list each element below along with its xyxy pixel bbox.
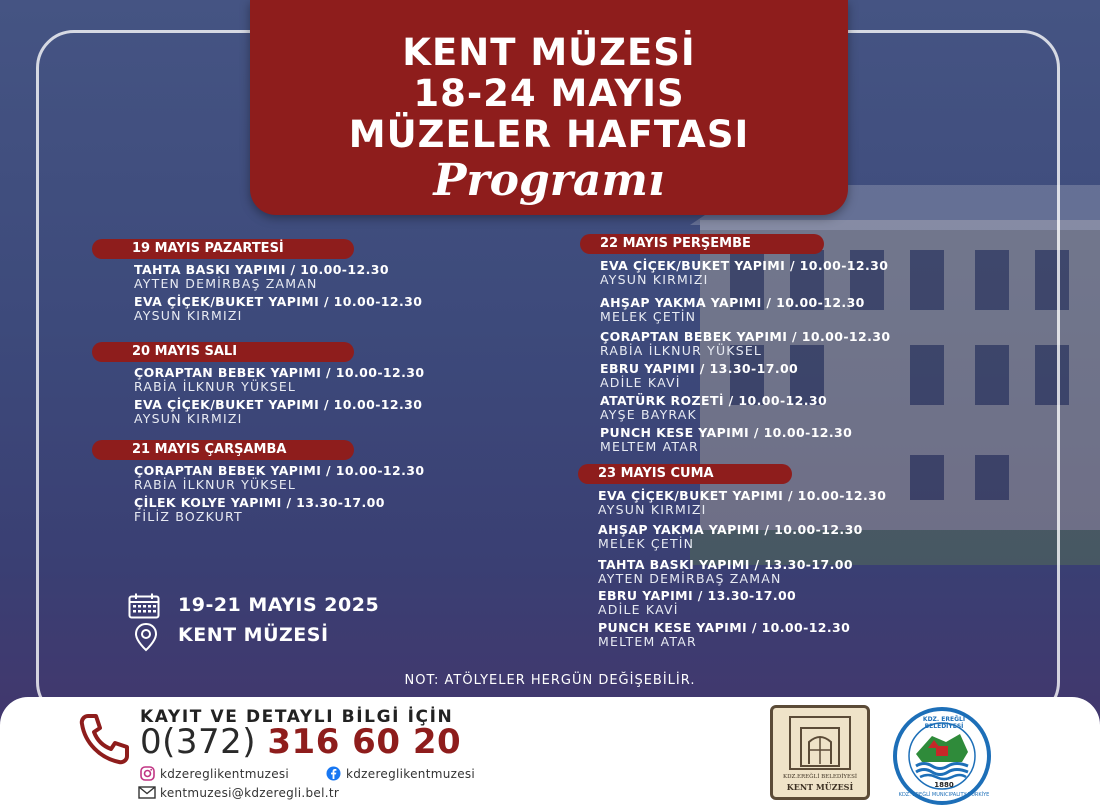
phone-prefix: 0(372) xyxy=(140,722,257,762)
activity-item xyxy=(598,621,850,649)
activity-instructor: AYSUN KIRMIZI xyxy=(134,308,243,323)
day-header-19: 19 MAYIS PAZARTESİ xyxy=(92,239,354,259)
activity-item xyxy=(600,394,827,422)
activity-name: EVA ÇİÇEK/BUKET YAPIMI / 10.00-12.30 xyxy=(134,294,423,309)
title-line-1: KENT MÜZESİ xyxy=(402,31,696,74)
day-header-21: 21 MAYIS ÇARŞAMBA xyxy=(92,440,354,460)
title-line-2: 18-24 MAYIS xyxy=(413,72,685,115)
activity-name: AHŞAP YAKMA YAPIMI / 10.00-12.30 xyxy=(598,522,863,537)
location-pin-icon xyxy=(134,622,158,652)
activity-item xyxy=(598,523,863,551)
activity-name: EBRU YAPIMI / 13.30-17.00 xyxy=(598,588,797,603)
activity-item xyxy=(134,398,422,426)
activity-instructor: MELTEM ATAR xyxy=(600,439,699,454)
activity-name: PUNCH KESE YAPIMI / 10.00-12.30 xyxy=(600,425,853,440)
title-line-3: MÜZELER HAFTASI xyxy=(348,113,750,156)
activity-item xyxy=(134,295,422,323)
day-header-23: 23 MAYIS CUMA xyxy=(578,464,792,484)
activity-item xyxy=(134,263,389,291)
activity-name: ÇORAPTAN BEBEK YAPIMI / 10.00-12.30 xyxy=(600,329,891,344)
activity-name: TAHTA BASKI YAPIMI / 10.00-12.30 xyxy=(134,262,389,277)
activity-instructor: MELTEM ATAR xyxy=(598,634,697,649)
kent-muzesi-logo xyxy=(770,705,870,800)
logo2-title: KDZ. EREĞLİ BELEDİYESİ xyxy=(922,716,966,730)
phone-main: 316 60 20 xyxy=(267,722,462,762)
activity-name: AHŞAP YAKMA YAPIMI / 10.00-12.30 xyxy=(600,295,865,310)
activity-item xyxy=(600,296,865,324)
activity-instructor: MELEK ÇETİN xyxy=(600,309,697,324)
activity-name: ATATÜRK ROZETİ / 10.00-12.30 xyxy=(600,393,828,408)
activity-instructor: AYŞE BAYRAK xyxy=(600,407,697,422)
event-date: 19-21 MAYIS 2025 xyxy=(178,594,380,616)
note-text: NOT: ATÖLYELER HERGÜN DEĞİŞEBİLİR. xyxy=(404,673,696,688)
activity-name: EBRU YAPIMI / 13.30-17.00 xyxy=(600,361,799,376)
activity-name: EVA ÇİÇEK/BUKET YAPIMI / 10.00-12.30 xyxy=(600,258,889,273)
activity-instructor: RABİA İLKNUR YÜKSEL xyxy=(600,343,763,358)
email-icon xyxy=(138,786,156,799)
activity-instructor: RABİA İLKNUR YÜKSEL xyxy=(134,477,297,492)
activity-name: ÇİLEK KOLYE YAPIMI / 13.30-17.00 xyxy=(134,495,385,510)
day-header-20: 20 MAYIS SALI xyxy=(92,342,354,362)
instagram-handle[interactable]: kdzereglikentmuzesi xyxy=(160,767,290,781)
title-banner xyxy=(250,0,848,215)
activity-item xyxy=(600,259,888,287)
museum-emblem-icon xyxy=(787,714,853,772)
activity-instructor: AYTEN DEMİRBAŞ ZAMAN xyxy=(598,571,782,586)
phone-icon xyxy=(78,712,130,766)
logo1-name: KENT MÜZESİ xyxy=(786,782,854,792)
email-address[interactable]: kentmuzesi@kdzeregli.bel.tr xyxy=(160,786,340,800)
activity-item xyxy=(598,589,796,617)
activity-item xyxy=(598,558,853,586)
activity-item xyxy=(600,330,890,358)
title-program-script: Programı xyxy=(433,155,665,206)
activity-instructor: AYSUN KIRMIZI xyxy=(134,411,243,426)
logo2-subtitle: KDZ. EREĞLİ MUNICIPALITY TÜRKİYE xyxy=(898,792,990,798)
activity-instructor: AYTEN DEMİRBAŞ ZAMAN xyxy=(134,276,318,291)
facebook-handle[interactable]: kdzereglikentmuzesi xyxy=(346,767,476,781)
activity-name: ÇORAPTAN BEBEK YAPIMI / 10.00-12.30 xyxy=(134,463,425,478)
activity-name: EVA ÇİÇEK/BUKET YAPIMI / 10.00-12.30 xyxy=(134,397,423,412)
activity-instructor: MELEK ÇETİN xyxy=(598,536,695,551)
activity-instructor: ADİLE KAVİ xyxy=(598,602,679,617)
instagram-icon xyxy=(140,766,155,781)
day-header-22: 22 MAYIS PERŞEMBE xyxy=(580,234,824,254)
activity-item xyxy=(134,464,424,492)
activity-instructor: AYSUN KIRMIZI xyxy=(600,272,709,287)
activity-item xyxy=(600,362,798,390)
contact-heading: KAYIT VE DETAYLI BİLGİ İÇİN xyxy=(140,707,454,727)
activity-name: EVA ÇİÇEK/BUKET YAPIMI / 10.00-12.30 xyxy=(598,488,887,503)
activity-name: PUNCH KESE YAPIMI / 10.00-12.30 xyxy=(598,620,851,635)
activity-item xyxy=(134,366,424,394)
activity-item xyxy=(598,489,886,517)
activity-instructor: RABİA İLKNUR YÜKSEL xyxy=(134,379,297,394)
activity-item xyxy=(600,426,852,454)
activity-item xyxy=(134,496,385,524)
activity-name: TAHTA BASKI YAPIMI / 13.30-17.00 xyxy=(598,557,853,572)
event-location: KENT MÜZESİ xyxy=(178,624,329,646)
logo1-org: KDZ.EREĞLİ BELEDİYESİ xyxy=(782,774,858,780)
phone-number[interactable] xyxy=(140,722,461,762)
activity-name: ÇORAPTAN BEBEK YAPIMI / 10.00-12.30 xyxy=(134,365,425,380)
activity-instructor: FİLİZ BOZKURT xyxy=(134,509,243,524)
facebook-icon xyxy=(326,766,341,781)
activity-instructor: ADİLE KAVİ xyxy=(600,375,681,390)
activity-instructor: AYSUN KIRMIZI xyxy=(598,502,707,517)
logo2-year: 1880 xyxy=(934,781,954,789)
calendar-icon xyxy=(128,593,160,619)
